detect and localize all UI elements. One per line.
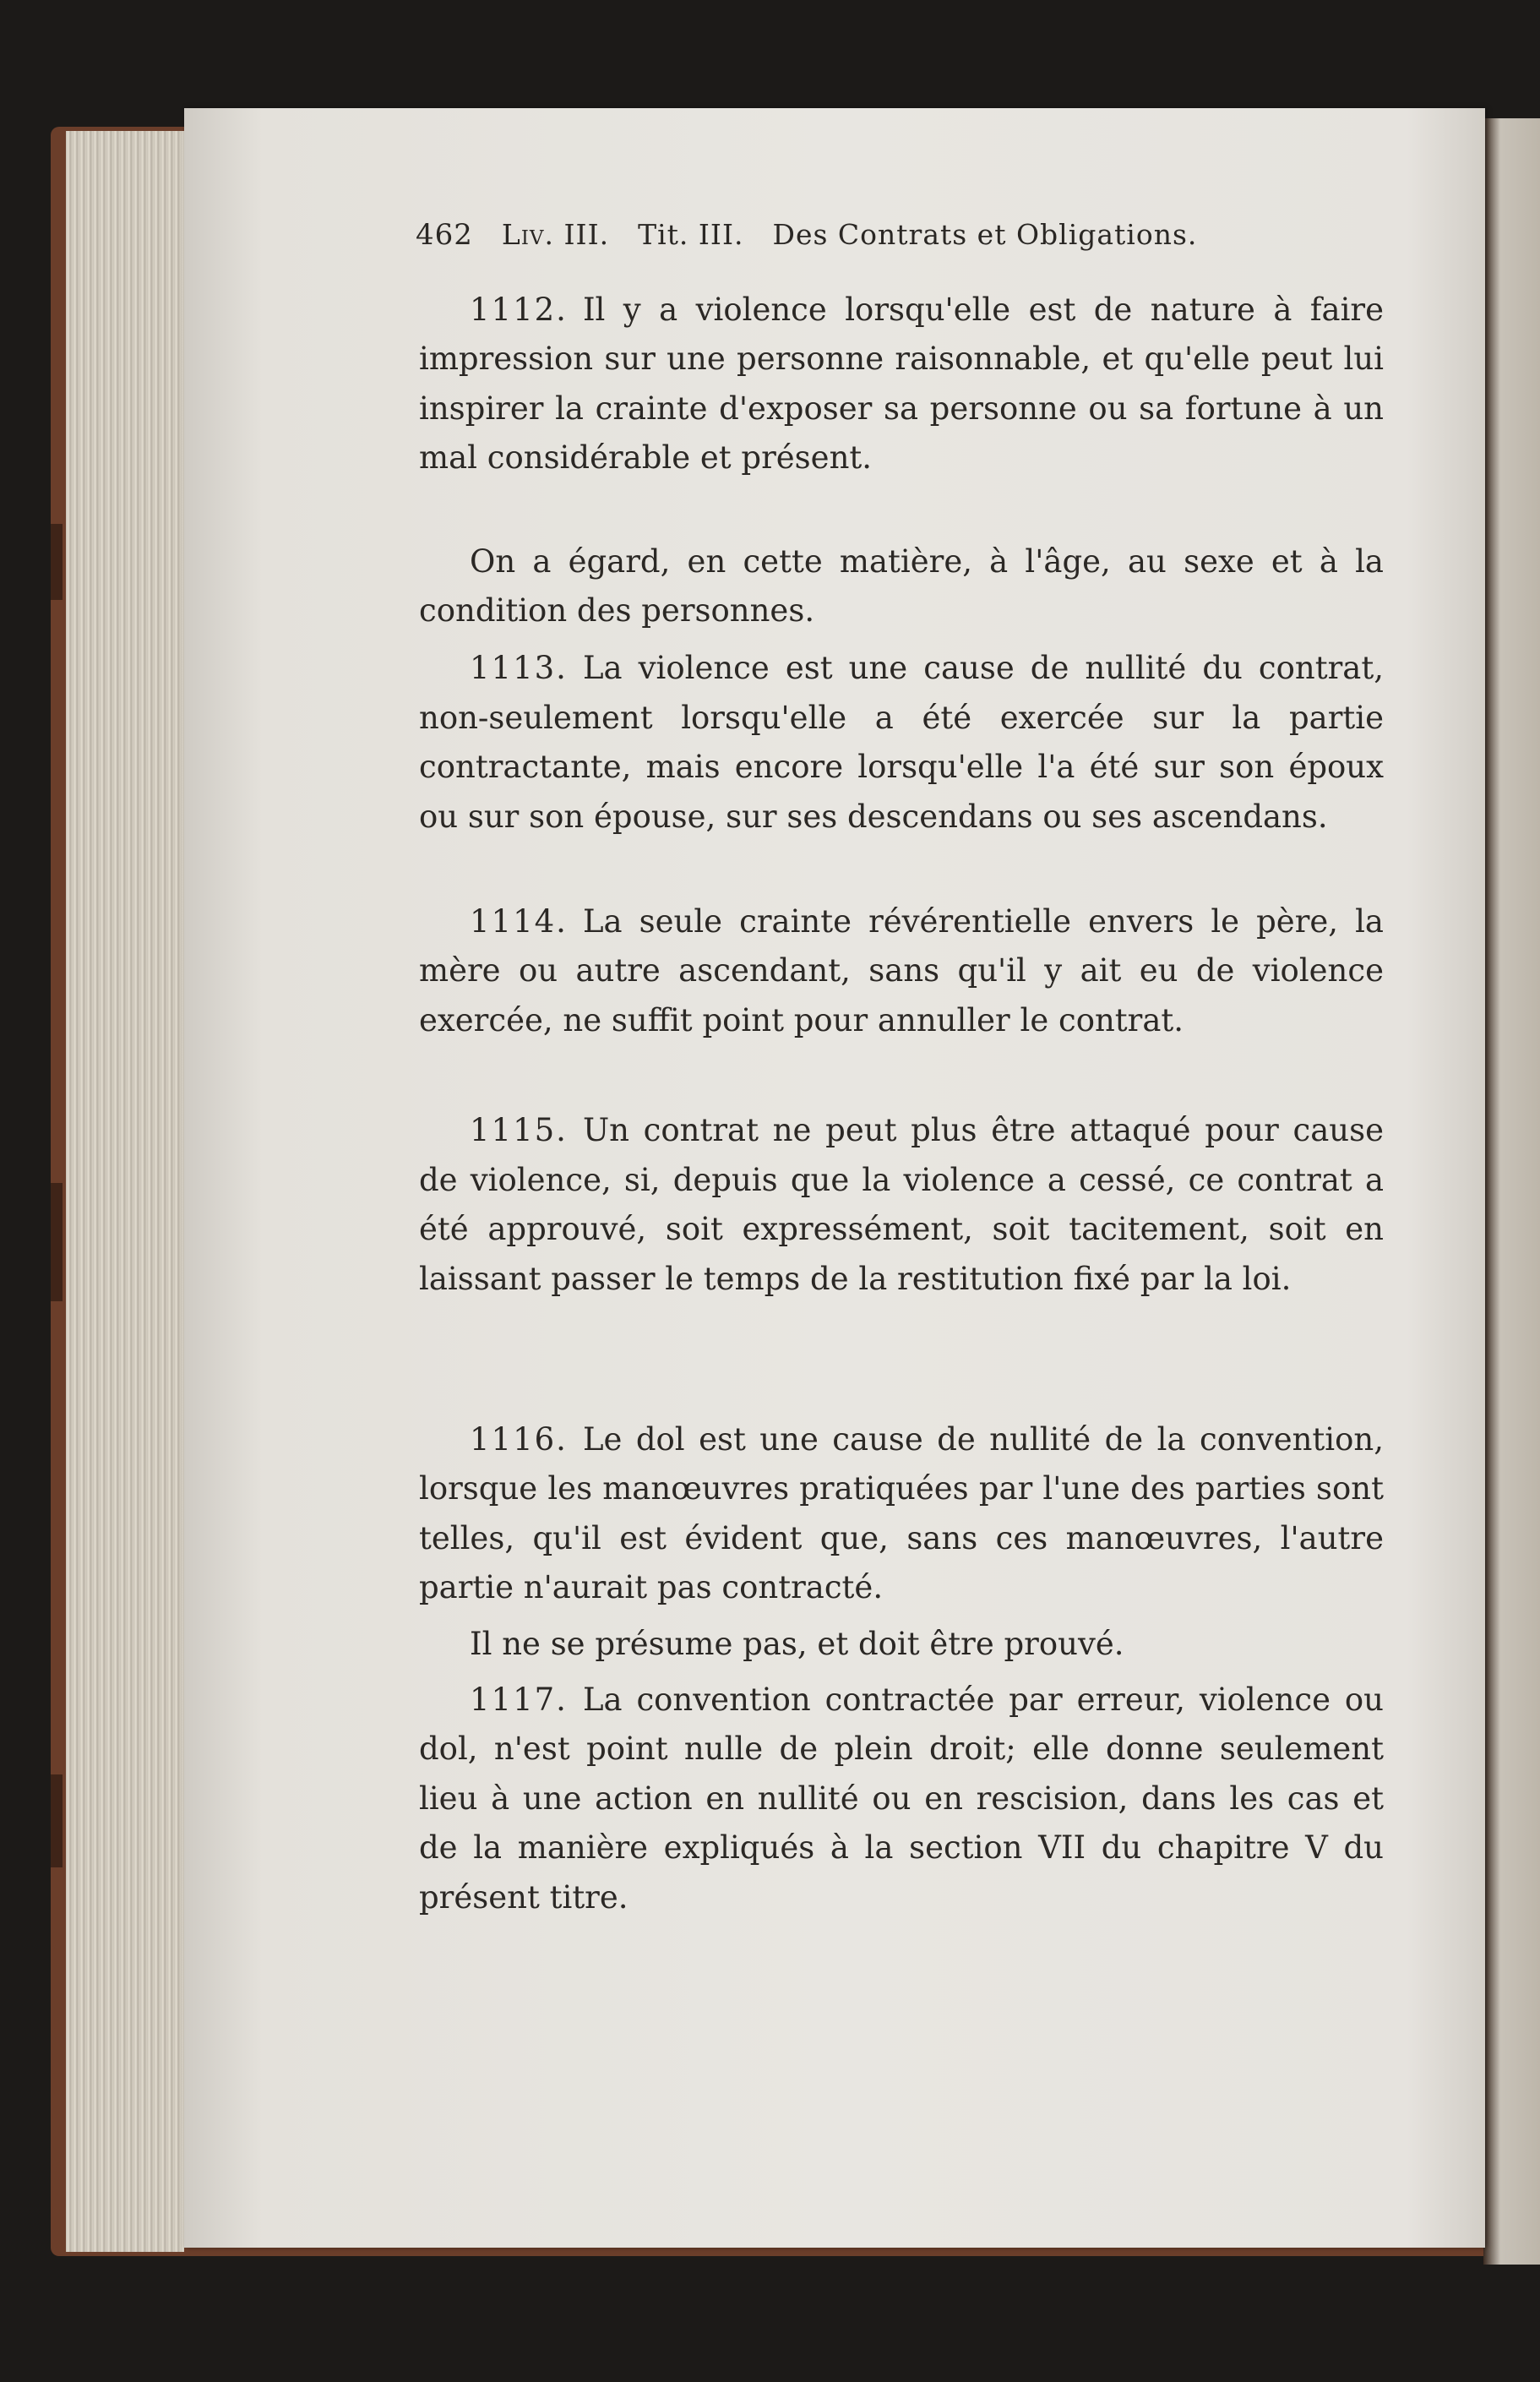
article-text: La violence est une cause de nullité du contrat, non-seulement lorsqu'elle a été exercée sur la partie contractante, mais encore lorsqu'elle l'a été sur son époux ou sur son épouse, sur ses descendans ou ses ascendans. xyxy=(419,650,1384,835)
article-text: La seule crainte révérentielle envers le père, la mère ou autre ascendant, sans qu'il y ait eu de violence exercée, ne suffit point pour annuller le contrat. xyxy=(419,903,1384,1038)
article-1114 xyxy=(419,897,1384,1045)
page-edges xyxy=(66,131,184,2252)
article-text: Un contrat ne peut plus être attaqué pour cause de violence, si, depuis que la violence a cessé, ce contrat a été approuvé, soit expressément, soit tacitement, soit en laissant passer le temps de la restitution fixé par la loi. xyxy=(419,1112,1384,1297)
article-1112 xyxy=(419,286,1384,483)
article-number: 1115. xyxy=(470,1112,568,1149)
article-text: Le dol est une cause de nullité de la convention, lorsque les manœuvres pratiquées par l'une des parties sont telles, qu'il est évident que, sans ces manœuvres, l'autre partie n'aurait pas contracté. xyxy=(419,1420,1384,1606)
header-book: Liv. III. xyxy=(501,218,610,251)
article-text: La convention contractée par erreur, violence ou dol, n'est point nulle de plein droit; elle donne seulement lieu à une action en nullité ou en rescision, dans les cas et de la manière expliqués à la section VII du chapitre V du présent titre. xyxy=(419,1681,1384,1916)
article-1112-paragraph-2 xyxy=(419,537,1384,636)
article-1113 xyxy=(419,644,1384,842)
cover-mark xyxy=(51,1183,63,1301)
article-1116-paragraph-2 xyxy=(419,1620,1384,1669)
cover-mark xyxy=(51,1774,63,1867)
header-title: Tit. III. xyxy=(638,218,744,251)
article-number: 1113. xyxy=(470,650,568,687)
article-1115 xyxy=(419,1106,1384,1304)
article-number: 1116. xyxy=(470,1420,568,1458)
article-1116 xyxy=(419,1415,1384,1613)
facing-page-edge xyxy=(1483,118,1540,2265)
running-header xyxy=(416,218,1277,269)
article-1117 xyxy=(419,1676,1384,1922)
cover-mark xyxy=(51,524,63,600)
page-body xyxy=(419,286,1384,1922)
page-number: 462 xyxy=(416,218,473,252)
article-number: 1112. xyxy=(470,292,568,328)
article-text: Il y a violence lorsqu'elle est de nature à faire impression sur une personne raisonnable, et qu'elle peut lui inspirer la crainte d'exposer sa personne ou sa fortune à un mal considérable et présent. xyxy=(419,292,1384,477)
article-number: 1117. xyxy=(470,1681,568,1718)
article-text: Il ne se présume pas, et doit être prouvé. xyxy=(470,1625,1124,1662)
header-section: Des Contrats et Obligations. xyxy=(772,218,1198,251)
article-text: On a égard, en cette matière, à l'âge, au sexe et à la condition des personnes. xyxy=(419,542,1384,630)
article-number: 1114. xyxy=(470,903,568,940)
